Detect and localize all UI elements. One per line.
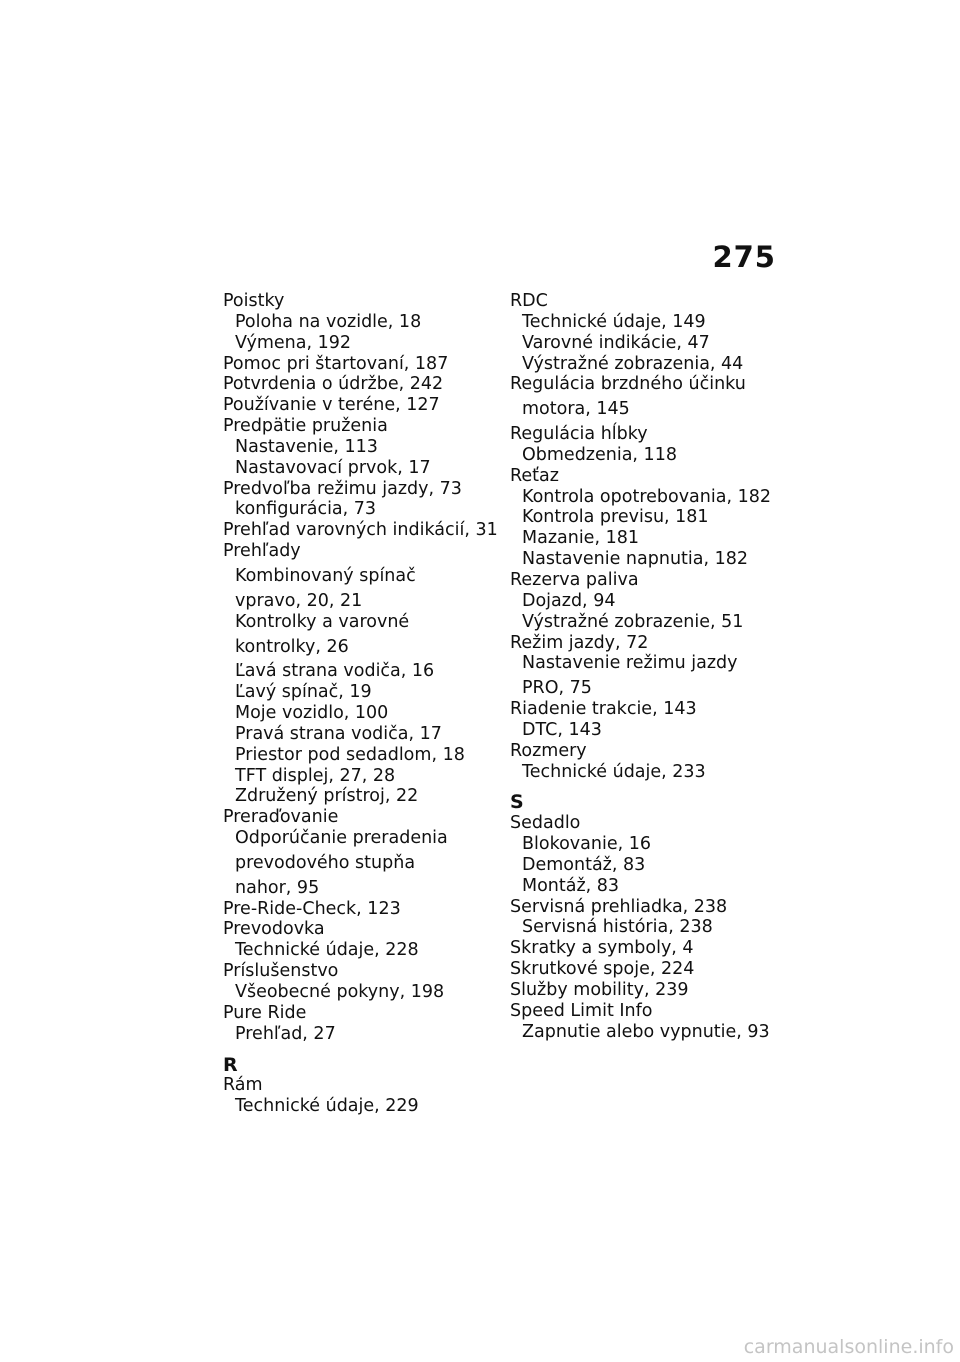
- index-subentry: Nastavovací prvok, 17: [235, 457, 431, 478]
- index-entry: Pre-Ride-Check, 123: [223, 898, 401, 919]
- page-number: 275: [712, 240, 776, 274]
- index-entry: Príslušenstvo: [223, 961, 339, 982]
- index-subentry: Pravá strana vodiča, 17: [235, 723, 442, 744]
- index-entry: Potvrdenia o údržbe, 242: [223, 374, 444, 395]
- index-subentry: Všeobecné pokyny, 198: [235, 982, 445, 1002]
- index-letter-heading: R: [223, 1053, 238, 1076]
- index-entry: Používanie v teréne, 127: [223, 395, 440, 416]
- index-subentry: Výmena, 192: [235, 332, 352, 353]
- index-entry: Rezerva paliva: [510, 569, 639, 590]
- index-entry: Služby mobility, 239: [510, 980, 689, 1000]
- index-entry: Skrutkové spoje, 224: [510, 959, 695, 980]
- index-entry: Reťaz: [510, 465, 559, 486]
- index-entry: Pure Ride: [223, 1002, 307, 1023]
- index-subentry: Servisná história, 238: [522, 917, 713, 938]
- index-entry: Rám: [223, 1075, 263, 1096]
- index-entry: Servisná prehliadka, 238: [510, 896, 728, 917]
- index-subentry: Varovné indikácie, 47: [522, 332, 710, 353]
- index-subentry: Poloha na vozidle, 18: [235, 311, 422, 332]
- index-subentry: Moje vozidlo, 100: [235, 703, 389, 724]
- index-subentry: TFT displej, 27, 28: [235, 765, 396, 786]
- index-entry: Sedadlo: [510, 813, 581, 834]
- index-entry: Predvoľba režimu jazdy, 73: [223, 478, 462, 499]
- index-subentry: Prehľad, 27: [235, 1023, 336, 1044]
- index-subentry: konfigurácia, 73: [235, 499, 377, 520]
- index-entry: Prevodovka: [223, 919, 325, 940]
- index-entry: Riadenie trakcie, 143: [510, 699, 697, 720]
- index-subentry: Kontrolky a varovné: [235, 611, 410, 632]
- index-subentry: Priestor pod sedadlom, 18: [235, 744, 465, 765]
- index-subentry: vpravo, 20, 21: [235, 590, 363, 611]
- index-subentry: Technické údaje, 229: [235, 1096, 419, 1117]
- index-subentry: Nastavenie napnutia, 182: [522, 549, 749, 570]
- watermark-footer: carmanualsonline.info: [743, 1336, 954, 1358]
- index-entry: Prehľady: [223, 541, 301, 562]
- index-subentry: Mazanie, 181: [522, 528, 639, 549]
- index-subentry: Technické údaje, 149: [522, 311, 706, 332]
- index-subentry: Dojazd, 94: [522, 590, 616, 611]
- index-entry: Poistky: [223, 291, 285, 311]
- index-entry: Skratky a symboly, 4: [510, 938, 694, 959]
- index-entry: Prehľad varovných indikácií, 31: [223, 520, 498, 541]
- index-subentry: Blokovanie, 16: [522, 834, 651, 855]
- index-subentry: DTC, 143: [522, 719, 602, 740]
- index-subentry: Demontáž, 83: [522, 854, 646, 875]
- index-subentry: motora, 145: [522, 399, 630, 420]
- index-subentry: Obmedzenia, 118: [522, 444, 677, 465]
- index-subentry: Výstražné zobrazenia, 44: [522, 353, 744, 374]
- index-subentry: Kontrola previsu, 181: [522, 507, 709, 528]
- index-entry: Predpätie pruženia: [223, 416, 388, 437]
- index-entry: Rozmery: [510, 740, 587, 761]
- index-subentry: nahor, 95: [235, 877, 320, 898]
- index-entry: Pomoc pri štartovaní, 187: [223, 353, 449, 374]
- index-subentry: kontrolky, 26: [235, 636, 349, 657]
- index-letter-heading: S: [510, 791, 524, 814]
- index-entry: Speed Limit Info: [510, 1000, 653, 1021]
- index-subentry: PRO, 75: [522, 678, 592, 699]
- index-column-right: [510, 291, 780, 1043]
- index-subentry: prevodového stupňa: [235, 852, 416, 873]
- index-column-left: [223, 291, 498, 1117]
- index-subentry: Kombinovaný spínač: [235, 565, 416, 586]
- index-subentry: Združený prístroj, 22: [235, 786, 419, 807]
- index-subentry: Kontrola opotrebovania, 182: [522, 486, 771, 507]
- index-subentry: Výstražné zobrazenie, 51: [522, 611, 744, 632]
- index-subentry: Ľavá strana vodiča, 16: [235, 661, 435, 682]
- index-subentry: Technické údaje, 228: [235, 940, 419, 961]
- index-subentry: Montáž, 83: [522, 875, 620, 896]
- index-entry: Režim jazdy, 72: [510, 632, 649, 653]
- index-entry: Preraďovanie: [223, 807, 339, 828]
- index-subentry: Nastavenie režimu jazdy: [522, 653, 738, 674]
- index-entry: RDC: [510, 291, 548, 311]
- index-entry: Regulácia brzdného účinku: [510, 374, 746, 395]
- index-subentry: Odporúčanie preradenia: [235, 828, 448, 849]
- index-subentry: Zapnutie alebo vypnutie, 93: [522, 1021, 770, 1042]
- index-subentry: Nastavenie, 113: [235, 436, 378, 457]
- index-subentry: Technické údaje, 233: [522, 761, 706, 782]
- index-entry: Regulácia hĺbky: [510, 424, 648, 445]
- index-subentry: Ľavý spínač, 19: [235, 682, 372, 703]
